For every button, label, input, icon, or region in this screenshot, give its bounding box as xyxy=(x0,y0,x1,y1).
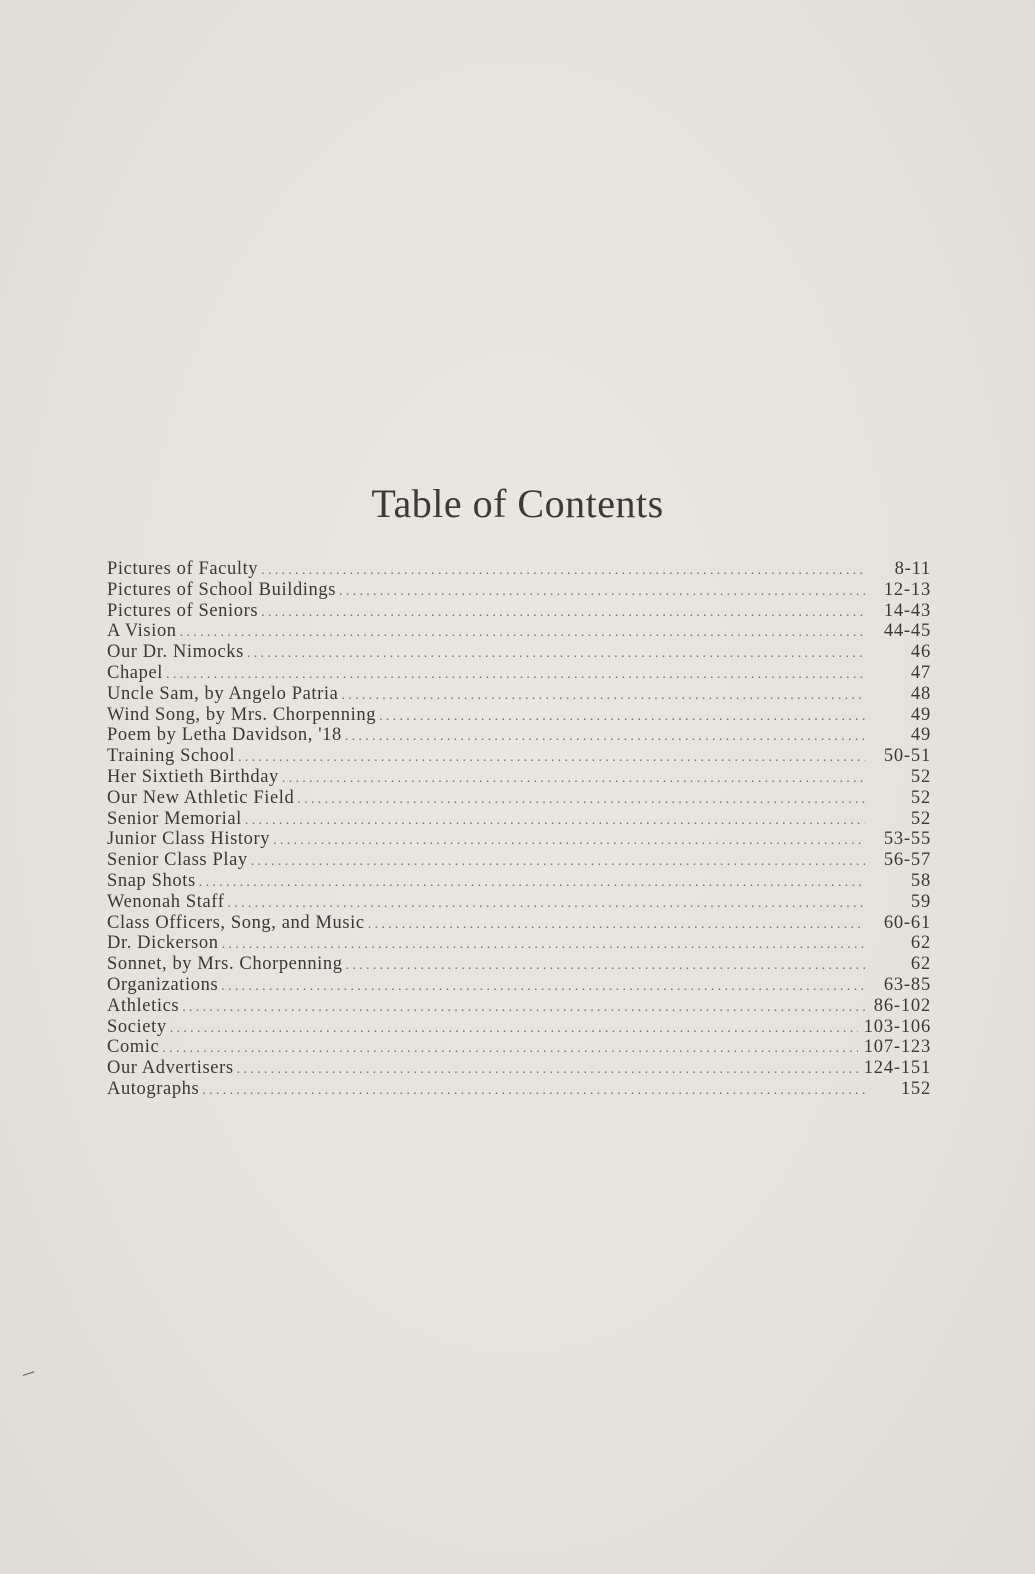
toc-entry-pages: 103-106 xyxy=(863,1016,931,1037)
toc-entry-pages: 152 xyxy=(900,1078,931,1099)
toc-entry-pages: 60-61 xyxy=(883,912,931,933)
toc-entry-title: Society xyxy=(107,1016,167,1037)
toc-entry xyxy=(107,580,931,601)
table-of-contents xyxy=(107,559,931,1100)
toc-entry xyxy=(107,1058,931,1079)
toc-entry-title: Wind Song, by Mrs. Chorpenning xyxy=(107,704,377,725)
toc-entry-pages: 47 xyxy=(910,662,931,683)
toc-entry xyxy=(107,913,931,934)
dot-leader xyxy=(341,686,865,705)
toc-entry-title: Pictures of Faculty xyxy=(107,559,259,579)
dot-leader xyxy=(202,1081,865,1100)
toc-entry-title: Autographs xyxy=(107,1078,200,1099)
dot-leader xyxy=(222,935,865,954)
toc-entry-pages: 86-102 xyxy=(873,995,931,1016)
toc-entry-title: Training School xyxy=(107,746,236,767)
toc-entry xyxy=(107,621,931,642)
toc-entry-title: Our New Athletic Field xyxy=(107,787,295,808)
toc-entry-title: Our Advertisers xyxy=(107,1058,234,1079)
dot-leader xyxy=(238,748,865,767)
toc-entry-title: Wenonah Staff xyxy=(107,891,225,912)
dot-leader xyxy=(180,623,865,642)
toc-entry-pages: 49 xyxy=(910,704,931,725)
dot-leader xyxy=(261,561,865,580)
toc-entry-pages: 52 xyxy=(910,787,931,808)
toc-entry-pages: 53-55 xyxy=(883,829,931,850)
toc-entry-title: Chapel xyxy=(107,662,164,683)
toc-entry-title: A Vision xyxy=(107,621,177,642)
toc-entry xyxy=(107,871,931,892)
toc-entry-title: Our Dr. Nimocks xyxy=(107,642,244,663)
toc-entry xyxy=(107,684,931,705)
toc-entry-title: Comic xyxy=(107,1037,160,1058)
dot-leader xyxy=(166,665,865,684)
toc-entry xyxy=(107,809,931,830)
toc-entry xyxy=(107,601,931,622)
toc-entry xyxy=(107,996,931,1017)
toc-entry-title: Pictures of School Buildings xyxy=(107,579,337,600)
toc-entry xyxy=(107,705,931,726)
dot-leader xyxy=(273,831,865,850)
toc-entry-pages: 12-13 xyxy=(883,579,931,600)
paper-speck xyxy=(23,1371,36,1379)
toc-entry xyxy=(107,642,931,663)
toc-entry-title: Poem by Letha Davidson, '18 xyxy=(107,725,342,746)
toc-entry xyxy=(107,725,931,746)
toc-entry-pages: 52 xyxy=(910,766,931,787)
toc-entry xyxy=(107,829,931,850)
toc-entry-pages: 48 xyxy=(910,683,931,704)
toc-entry xyxy=(107,933,931,954)
dot-leader xyxy=(282,769,865,788)
toc-entry-pages: 8-11 xyxy=(894,559,931,579)
toc-entry-title: Snap Shots xyxy=(107,870,196,891)
toc-entry-title: Sonnet, by Mrs. Chorpenning xyxy=(107,954,343,975)
toc-entry-title: Senior Class Play xyxy=(107,850,248,871)
toc-entry xyxy=(107,975,931,996)
dot-leader xyxy=(339,582,865,601)
toc-entry-pages: 62 xyxy=(910,933,931,954)
toc-entry-title: Uncle Sam, by Angelo Patria xyxy=(107,683,339,704)
toc-entry xyxy=(107,746,931,767)
toc-entry-pages: 14-43 xyxy=(883,600,931,621)
toc-entry xyxy=(107,767,931,788)
dot-leader xyxy=(261,603,865,622)
toc-entry-pages: 49 xyxy=(910,725,931,746)
toc-entry xyxy=(107,663,931,684)
toc-entry-title: Her Sixtieth Birthday xyxy=(107,766,279,787)
dot-leader xyxy=(199,873,865,892)
toc-entry-pages: 124-151 xyxy=(863,1058,931,1079)
toc-entry-title: Pictures of Seniors xyxy=(107,600,259,621)
toc-entry-title: Junior Class History xyxy=(107,829,271,850)
toc-entry-pages: 107-123 xyxy=(863,1037,931,1058)
toc-entry-title: Class Officers, Song, and Music xyxy=(107,912,365,933)
toc-entry-title: Athletics xyxy=(107,995,180,1016)
dot-leader xyxy=(170,1019,858,1038)
dot-leader xyxy=(297,790,865,809)
dot-leader xyxy=(221,977,865,996)
toc-entry xyxy=(107,559,931,580)
toc-entry-pages: 46 xyxy=(910,642,931,663)
toc-entry xyxy=(107,788,931,809)
toc-entry-title: Senior Memorial xyxy=(107,808,242,829)
toc-entry xyxy=(107,892,931,913)
toc-entry xyxy=(107,1079,931,1100)
toc-entry-pages: 62 xyxy=(910,954,931,975)
dot-leader xyxy=(182,998,865,1017)
dot-leader xyxy=(245,811,865,830)
toc-entry xyxy=(107,850,931,871)
toc-entry xyxy=(107,1037,931,1058)
dot-leader xyxy=(227,894,865,913)
dot-leader xyxy=(251,852,865,871)
toc-entry-pages: 50-51 xyxy=(883,746,931,767)
toc-entry-pages: 56-57 xyxy=(883,850,931,871)
toc-entry-pages: 44-45 xyxy=(883,621,931,642)
toc-entry xyxy=(107,954,931,975)
page-title: Table of Contents xyxy=(371,481,664,526)
dot-leader xyxy=(345,727,865,746)
toc-entry-pages: 52 xyxy=(910,808,931,829)
dot-leader xyxy=(237,1060,858,1079)
dot-leader xyxy=(346,956,865,975)
toc-entry-pages: 59 xyxy=(910,891,931,912)
toc-entry xyxy=(107,1017,931,1038)
toc-entry-pages: 58 xyxy=(910,870,931,891)
toc-entry-title: Organizations xyxy=(107,974,219,995)
toc-entry-pages: 63-85 xyxy=(883,974,931,995)
dot-leader xyxy=(379,707,865,726)
dot-leader xyxy=(368,915,865,934)
toc-entry-title: Dr. Dickerson xyxy=(107,933,219,954)
dot-leader xyxy=(247,644,865,663)
dot-leader xyxy=(162,1039,857,1058)
